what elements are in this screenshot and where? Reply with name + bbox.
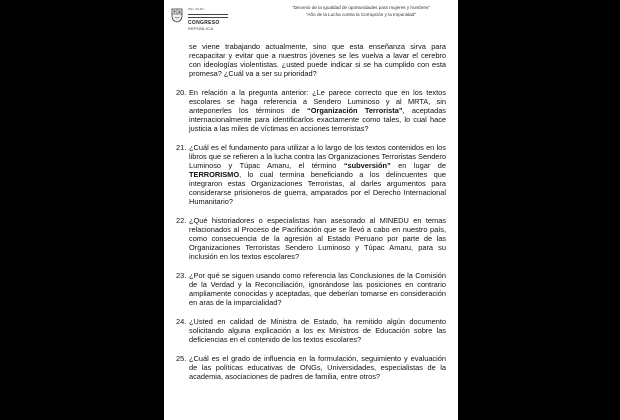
decenio-text	[276, 4, 446, 18]
question-20	[176, 88, 446, 133]
bold-term: TERRORISMO	[189, 170, 240, 179]
questions-body	[176, 42, 446, 391]
decenio-line-1: "Decenio de la Igualdad de oportunidades para mujeres y hombres"	[292, 5, 430, 10]
question-24	[176, 317, 446, 344]
question-number: 22.	[176, 216, 187, 225]
question-text: ¿Cuál es el grado de influencia en la formulación, seguimiento y evaluación de las políticas educativas de ONGs, Universidades, especialistas de la academia, asociaciones de padres de familia, entre otros?	[189, 354, 446, 381]
logo-republica: REPÚBLICA	[188, 26, 214, 31]
question-25	[176, 354, 446, 381]
logo-small-text: DEL PERÚ	[188, 7, 205, 11]
question-text: ¿Por qué se siguen usando como referencia las Conclusiones de la Comisión de la Verdad y la Reconciliación, ignorándose las posiciones en contrario ampliamente conocidas y aceptadas, que deberían tomarse en consideración en aras de la imparcialidad?	[189, 271, 446, 307]
question-21	[176, 143, 446, 206]
question-number: 21.	[176, 143, 187, 152]
question-number: 20.	[176, 88, 187, 97]
question-text: ¿Usted en calidad de Ministra de Estado, ha remitido algún documento solicitando alguna explicación a los ex Ministros de Educación sobre las deficiencias en el contenido de los textos escolares?	[189, 317, 446, 344]
question-text: ¿Qué historiadores o especialistas han asesorado al MINEDU en temas relacionados al Proceso de Pacificación que se llevó a cabo en nuestro país, como consecuencia de la agresión al Estado Peruano por parte de las Organizaciones Terroristas Sendero Luminoso y Túpac Amaru, para su inclusión en los textos escolares?	[189, 216, 446, 261]
bold-term: “Organización Terrorista”	[307, 106, 403, 115]
logo-congreso: CONGRESO	[188, 20, 220, 26]
intro-paragraph: se viene trabajando actualmente, sino que esta enseñanza sirva para recapacitar y evitar que a nuestros jóvenes se les vuelva a lavar el cerebro con ideologías violentistas. ¿usted puede indicar si se ha cumplido con esta promesa? ¿Cuál va a ser su prioridad?	[189, 42, 446, 78]
question-text: En relación a la pregunta anterior: ¿Le parece correcto que en los textos escolares se haga referencia a Sendero Luminoso y al MRTA, sin anteponerles los términos de “Organización Terrorista”, aceptadas internacionalmente para identificarlos exactamente como tales, lo cual hace justicia a las miles de víctimas en acciones terroristas?	[189, 88, 446, 133]
bold-term: “subversión”	[343, 161, 391, 170]
question-text: ¿Cuál es el fundamento para utilizar a lo largo de los textos contenidos en los libros que se refieren a la lucha contra las Organizaciones Terroristas Sendero Luminoso y Túpac Amaru, el término “subversión” en lugar de TERRORISMO, lo cual termina beneficiando a los delincuentes que integraron estas Organizaciones Terroristas, al darles argumentos para considerarse prisioneros de guerra, amparados por el Derecho Internacional Humanitario?	[189, 143, 446, 206]
question-number: 24.	[176, 317, 187, 326]
document-page	[164, 0, 458, 420]
letterhead	[164, 0, 458, 40]
logo-divider	[188, 14, 228, 15]
question-number: 23.	[176, 271, 187, 280]
question-22	[176, 216, 446, 261]
national-seal-icon	[170, 7, 184, 23]
question-number: 25.	[176, 354, 187, 363]
logo-divider	[188, 17, 228, 18]
question-23	[176, 271, 446, 307]
decenio-line-2: "Año de la Lucha contra la Corrupción y la Impunidad"	[305, 12, 417, 17]
